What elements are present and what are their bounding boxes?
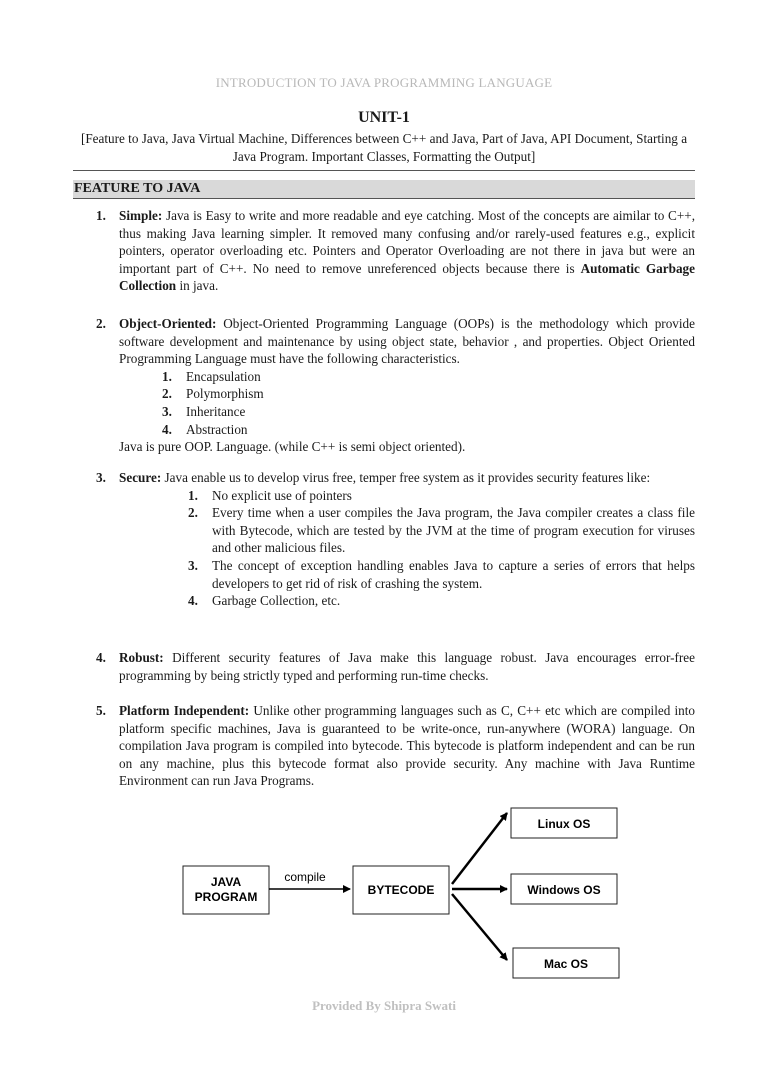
subitem-text: Polymorphism xyxy=(186,386,264,402)
java-program-label-line1: JAVA xyxy=(210,875,242,889)
subitem xyxy=(188,592,695,610)
subitem-number: 1. xyxy=(188,487,198,503)
subitem-text: Abstraction xyxy=(186,421,248,437)
java-program-label-line2: PROGRAM xyxy=(194,890,258,904)
item-title: Secure: xyxy=(119,470,162,485)
item-number: 1. xyxy=(96,208,106,223)
subitem xyxy=(162,368,695,386)
item-title: Platform Independent: xyxy=(119,703,250,718)
subitem xyxy=(162,403,695,421)
section-title: FEATURE TO JAVA xyxy=(74,181,201,196)
arrow-to-linux xyxy=(452,813,507,884)
item-text: Java is Easy to write and more readable and eye catching. Most of the concepts are aimilar to C++, thus making Java learning simpler. It removed many confusing and/or rarely-used features e.g., explicit pointers, operator overloading etc. Pointers and Operator Overloading are not there in java but were an important part of C++. No need to remove unreferenced objects because there is xyxy=(119,208,696,276)
item-number: 2. xyxy=(96,316,106,331)
item-paragraph xyxy=(119,315,695,368)
subitem xyxy=(188,504,695,557)
unit-subtitle: [Feature to Java, Java Virtual Machine, Differences between C++ and Java, Part of Java, API Document, Starting a Java Program. Important Classes, Formatting the Output] xyxy=(80,131,688,164)
item-closing: Java is pure OOP. Language. (while C++ is semi object oriented). xyxy=(119,439,466,455)
subitem-number: 4. xyxy=(188,593,198,609)
item-title: Robust: xyxy=(119,650,164,665)
item-paragraph xyxy=(119,207,695,295)
subitem-number: 3. xyxy=(188,557,198,573)
feature-item-secure xyxy=(96,469,695,610)
item-title: Simple: xyxy=(119,208,163,223)
feature-item-robust xyxy=(96,649,695,684)
item-paragraph xyxy=(119,469,695,487)
item-text: Different security features of Java make this language robust. Java encourages error-free programming by being strictly typed and performing run-time checks. xyxy=(119,650,695,683)
item-text-end: in java. xyxy=(179,278,219,294)
mac-os-label: Mac OS xyxy=(543,957,589,971)
item-number: 5. xyxy=(96,703,106,718)
item-bold-text: Automatic Garbage Collection xyxy=(119,260,695,294)
subitem-text: Inheritance xyxy=(186,403,246,419)
item-number: 4. xyxy=(96,650,106,665)
subitem-number: 4. xyxy=(162,421,172,437)
page-footer: Provided By Shipra Swati xyxy=(312,998,456,1013)
arrow-to-mac xyxy=(452,894,507,960)
compile-label: compile xyxy=(284,870,326,884)
item-title: Object-Oriented: xyxy=(119,316,217,331)
subitem-text: Garbage Collection, etc. xyxy=(212,593,341,609)
feature-item-platform-independent xyxy=(96,702,695,790)
divider xyxy=(73,170,695,171)
bytecode-label: BYTECODE xyxy=(367,883,435,897)
subitem xyxy=(162,421,695,439)
item-text: Java enable us to develop virus free, temper free system as it provides security features like: xyxy=(164,470,651,485)
unit-title: UNIT-1 xyxy=(358,109,410,126)
subitem xyxy=(188,487,695,505)
windows-os-label: Windows OS xyxy=(527,883,601,897)
subitem xyxy=(188,557,695,592)
item-number: 3. xyxy=(96,470,106,485)
page-header: INTRODUCTION TO JAVA PROGRAMMING LANGUAGE xyxy=(215,75,553,90)
linux-os-label: Linux OS xyxy=(537,817,591,831)
subitem-text: No explicit use of pointers xyxy=(212,487,352,503)
subitem-text: Encapsulation xyxy=(186,368,261,384)
subitem-number: 2. xyxy=(162,386,172,402)
platform-diagram xyxy=(170,800,650,990)
item-paragraph xyxy=(119,649,695,684)
feature-item-simple xyxy=(96,207,695,295)
subitem-number: 2. xyxy=(188,505,198,521)
subitem-text: Every time when a user compiles the Java program, the Java compiler creates a class file with Bytecode, which are tested by the JVM at the time of program execution for viruses and other malicious files. xyxy=(212,505,695,556)
subitem-number: 1. xyxy=(162,368,172,384)
item-text: Object-Oriented Programming Language (OOPs) is the methodology which provide software development and maintenance by using object state, behavior , and properties. Object Oriented Programming Language must have the following characteristics. xyxy=(119,316,696,367)
item-paragraph xyxy=(119,702,695,790)
feature-item-object-oriented xyxy=(96,315,695,456)
subitem xyxy=(162,385,695,403)
subitem-text: The concept of exception handling enables Java to capture a series of errors that helps developers to get rid of risk of crashing the system. xyxy=(212,557,695,591)
item-text: Unlike other programming languages such as C, C++ etc which are compiled into platform specific machines, Java is guaranteed to be write-once, run-anywhere (WORA) language. On compilation Java program is compiled into bytecode. This bytecode is platform independent and can be run on any machine, plus this bytecode format also provide security. Any machine with Java Runtime Environment can run Java Programs. xyxy=(119,703,695,789)
subitem-number: 3. xyxy=(162,403,172,419)
